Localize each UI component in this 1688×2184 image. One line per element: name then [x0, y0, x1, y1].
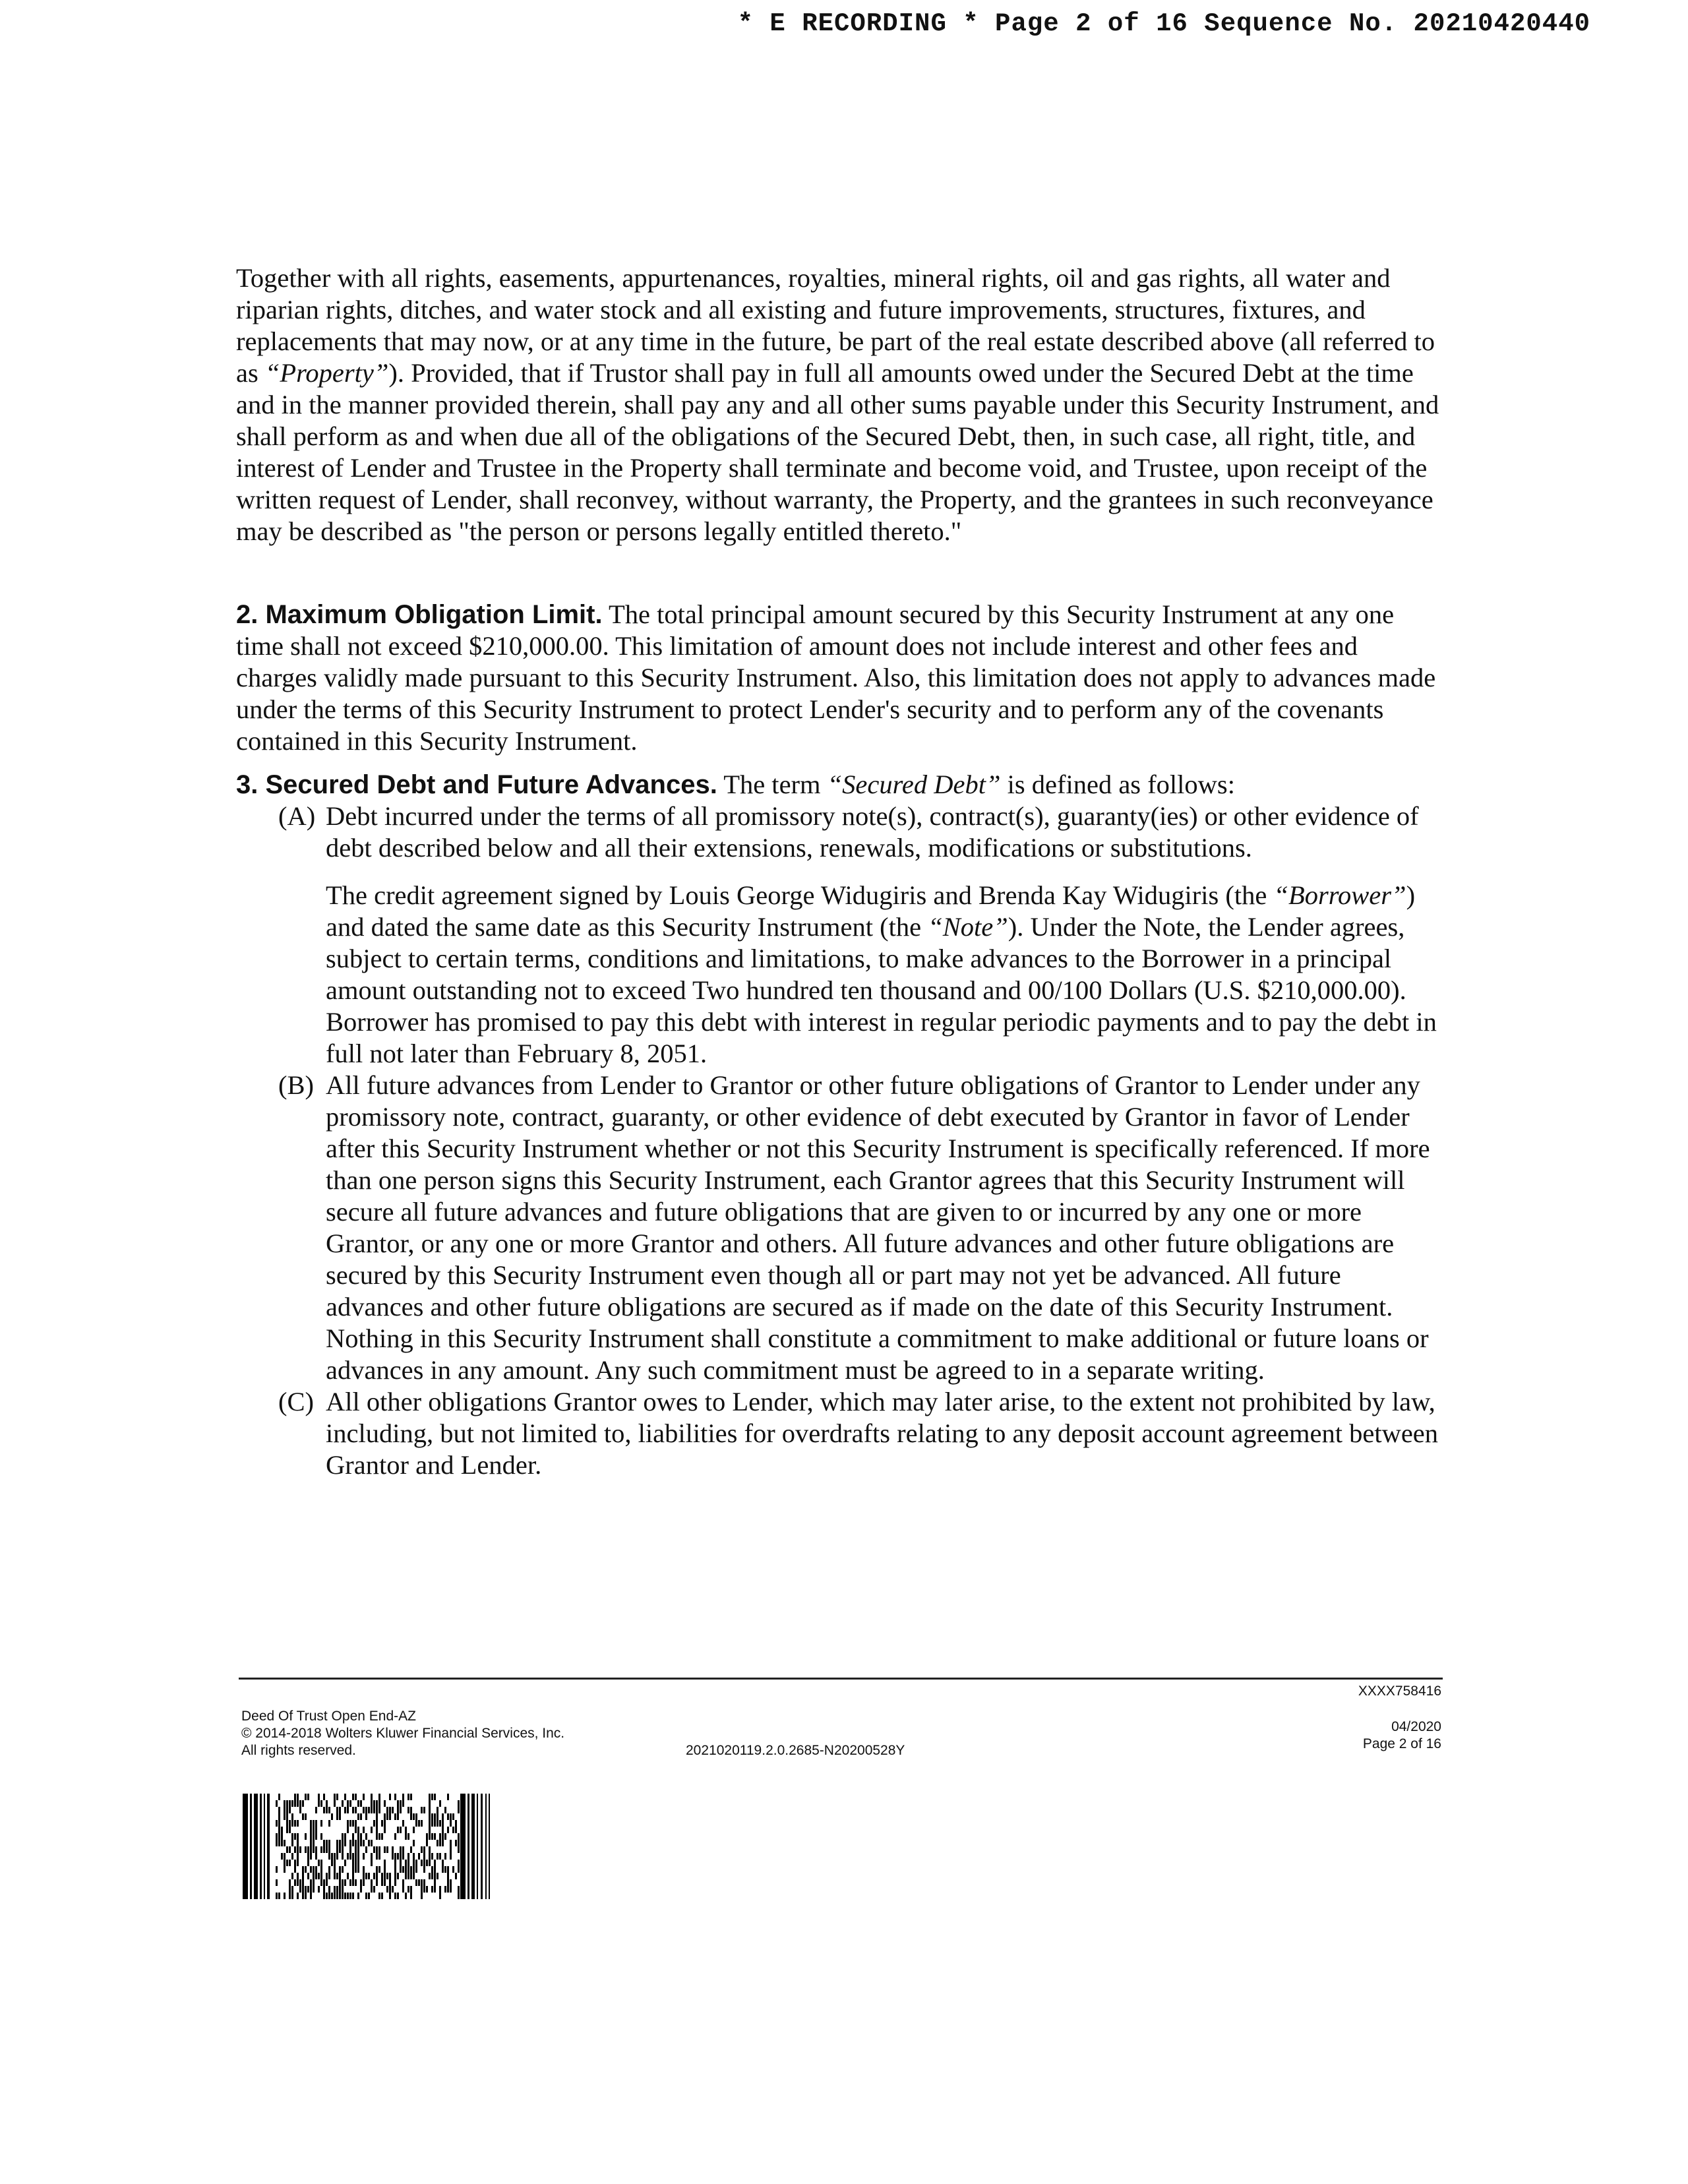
section-2: [236, 599, 1443, 757]
sub-text-3: ). Under the Note, the Lender agrees, subject to certain terms, conditions and limitations, to make advances to the Borrower in a principal amount outstanding not to exceed Two hundred ten thousand and 00/100 Dollars (U.S. $210,000.00). Borrower has promised to pay this debt with interest in regular periodic payments and to pay the debt in full not later than February 8, 2051.: [326, 912, 1437, 1068]
form-date: 04/2020: [1391, 1719, 1441, 1734]
item-b-text: All future advances from Lender to Grantor or other future obligations of Grantor to Lender under any promissory note, contract, guaranty, or other evidence of debt executed by Grantor in favor of Lender after this Security Instrument whether or not this Security Instrument is specifically referenced. If more than one person signs this Security Instrument, each Grantor agrees that this Security Instrument will secure all future advances and future obligations that are given to or incurred by any one or more Grantor, or any one or more Grantor and others. All future advances and other future obligations are secured by this Security Instrument even though all or part may not yet be advanced. All future advances and other future obligations are secured as if made on the date of this Security Instrument. Nothing in this Security Instrument shall constitute a commitment to make additional or future loans or advances in any amount. Any such commitment must be agreed to in a separate writing.: [326, 1070, 1430, 1385]
property-term: “Property”: [264, 358, 389, 388]
document-code: 2021020119.2.0.2685-N20200528Y: [686, 1743, 905, 1758]
copyright: © 2014-2018 Wolters Kluwer Financial Services, Inc.: [241, 1726, 565, 1741]
recording-header: * E RECORDING * Page 2 of 16 Sequence No. 20210420440: [737, 9, 1590, 38]
footer-left: [241, 1708, 564, 1759]
pdf417-barcode-icon: [243, 1794, 506, 1899]
section-3-heading: 3. Secured Debt and Future Advances.: [236, 770, 717, 799]
item-b: [236, 1070, 1443, 1386]
intro-text-1: Together with all rights, easements, appurtenances, royalties, mineral rights, oil and gas rights, all water and riparian rights, ditches, and water stock and all existing and future improvements, structures, fixtures, and replacements that may now, or at any time in the future, be part of the real estate described above (all referred to as: [236, 263, 1435, 388]
account-number: XXXX758416: [1358, 1684, 1441, 1699]
item-c-text: All other obligations Grantor owes to Lender, which may later arise, to the extent not prohibited by law, including, but not limited to, liabilities for overdrafts relating to any deposit account agreement between Grantor and Lender.: [326, 1387, 1439, 1480]
section-2-heading: 2. Maximum Obligation Limit.: [236, 600, 603, 629]
secured-debt-term: “Secured Debt”: [827, 770, 1001, 799]
item-c-label: (C): [278, 1387, 314, 1416]
borrower-term: “Borrower”: [1273, 880, 1406, 910]
section-3-lead: The term: [717, 770, 828, 799]
item-a-text: Debt incurred under the terms of all promissory note(s), contract(s), guaranty(ies) or other evidence of debt described below and all their extensions, renewals, modifications or substitutions.: [326, 801, 1419, 863]
note-term: “Note”: [928, 912, 1008, 942]
sub-text-1: The credit agreement signed by Louis George Widugiris and Brenda Kay Widugiris (the: [326, 880, 1274, 910]
item-a-subparagraph: [236, 880, 1443, 1070]
footer-divider: [239, 1678, 1443, 1680]
item-b-label: (B): [278, 1070, 314, 1100]
intro-text-2: ). Provided, that if Trustor shall pay in full all amounts owed under the Secured Debt at the time and in the manner provided therein, shall pay any and all other sums payable under this Security Instrument, and shall perform as and when due all of the obligations of the Secured Debt, then, in such case, all right, title, and interest of Lender and Trustee in the Property shall terminate and become void, and Trustee, upon receipt of the written request of Lender, shall reconvey, without warranty, the Property, and the grantees in such reconveyance may be described as "the person or persons legally entitled thereto.": [236, 358, 1439, 546]
rights-reserved: All rights reserved.: [241, 1743, 356, 1758]
sub-text-2: ) and dated the same date as this Security Instrument (the: [326, 880, 1416, 942]
item-c: [236, 1386, 1443, 1481]
footer-right: [1358, 1683, 1441, 1753]
section-3-lead-tail: is defined as follows:: [1000, 770, 1235, 799]
section-3: [236, 769, 1443, 1481]
form-name: Deed Of Trust Open End-AZ: [241, 1709, 416, 1724]
page-number: Page 2 of 16: [1362, 1736, 1441, 1751]
item-a-label: (A): [278, 801, 316, 831]
item-a: [236, 801, 1443, 864]
section-2-text: The total principal amount secured by this Security Instrument at any one time shall not exceed $210,000.00. This limitation of amount does not include interest and other fees and charges validly made pursuant to this Security Instrument. Also, this limitation does not apply to advances made under the terms of this Security Instrument to protect Lender's security and to perform any of the covenants contained in this Security Instrument.: [236, 599, 1436, 756]
intro-paragraph: [236, 262, 1443, 547]
